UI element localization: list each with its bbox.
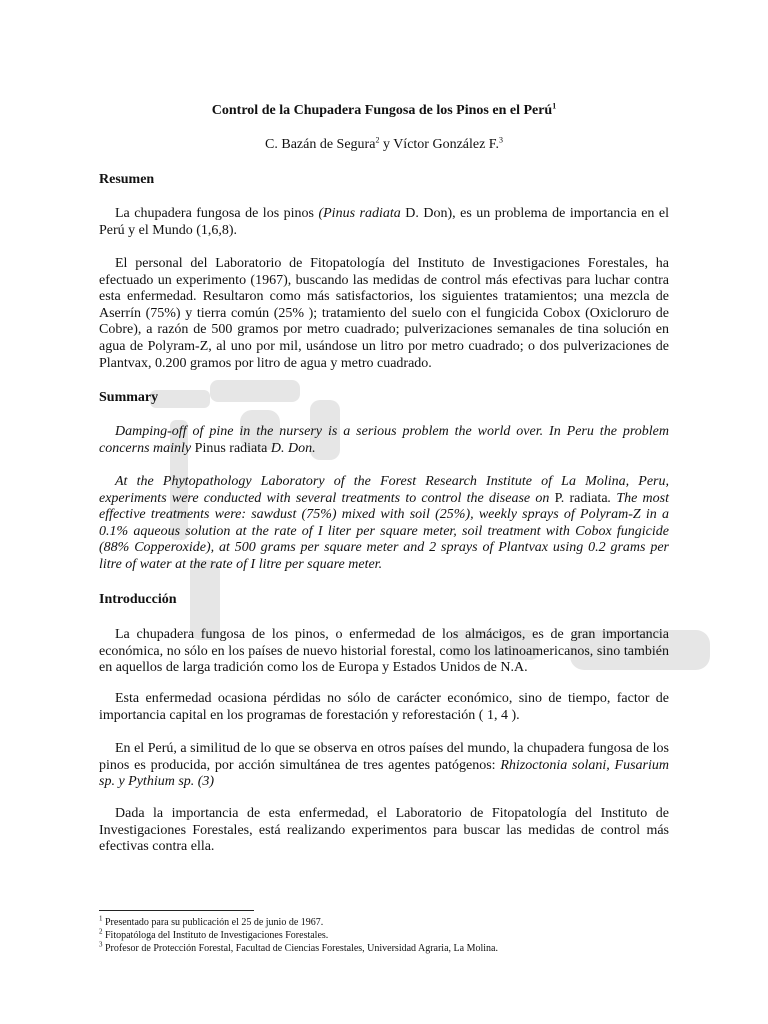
footnote-1-mark: 1 bbox=[99, 914, 103, 923]
intro-p3-species: Rhizoctonia solani, Fusarium sp. y Pythium sp. (3) bbox=[99, 757, 669, 790]
footnote-3 bbox=[99, 940, 498, 955]
author-1-note: 2 bbox=[375, 135, 380, 145]
summary-p2-text-b: . The most effective treatments were: sawdust (75%) mixed with soil (25%), weekly sprays of Polyram-Z in a 0.1% aqueous solution at the rate of I liter per square meter, soil treatment with Cobox fungicide (88% Copperoxide), at 500 grams per square meter and 2 sprays of Plantvax using 0.2 grams per litre of water at the rate of I litre per square meter. bbox=[99, 490, 669, 572]
resumen-paragraph-1 bbox=[99, 206, 669, 239]
summary-p1-text-b: D. Don. bbox=[267, 440, 316, 456]
footnote-2 bbox=[99, 927, 329, 942]
summary-p1-text-a: Damping-off of pine in the nursery is a serious problem the world over. In Peru the problem concerns mainly bbox=[99, 424, 669, 456]
footnote-1-text: Presentado para su publicación el 25 de junio de 1967. bbox=[105, 917, 324, 928]
introduccion-heading: Introducción bbox=[99, 592, 177, 607]
summary-p2-text-a: At the Phytopathology Laboratory of the Forest Research Institute of La Molina, Peru, experiments were conducted with several treatments to control the disease on bbox=[99, 474, 669, 506]
summary-paragraph-2 bbox=[99, 474, 669, 574]
footnote-2-mark: 2 bbox=[99, 927, 103, 936]
resumen-p1-text-b: D. Don), es un problema de importancia en el Perú y el Mundo (1,6,8). bbox=[99, 206, 670, 238]
resumen-p1-text-a: La chupadera fungosa de los pinos bbox=[115, 206, 319, 221]
author-separator: y bbox=[379, 137, 394, 152]
summary-p2-species: P. radiata bbox=[554, 490, 608, 506]
intro-paragraph-1: La chupadera fungosa de los pinos, o enfermedad de los almácigos, es de gran importancia económica, no sólo en los países de nuevo historial forestal, como los latinoamericanos, sino también en aquellos de larga tradición como los de Europa y Estados Unidos de N.A. bbox=[99, 627, 669, 676]
title-text: Control de la Chupadera Fungosa de los Pinos en el Perú bbox=[211, 103, 553, 118]
resumen-p1-species: (Pinus radiata bbox=[318, 206, 401, 221]
intro-paragraph-3 bbox=[99, 741, 669, 791]
footnote-divider bbox=[99, 910, 254, 911]
summary-p1-species: Pinus radiata bbox=[194, 440, 268, 456]
paper-title bbox=[0, 103, 768, 120]
author-2-note: 3 bbox=[498, 135, 503, 145]
summary-paragraph-1 bbox=[99, 424, 669, 457]
author-1: C. Bazán de Segura bbox=[265, 137, 376, 152]
footnote-3-mark: 3 bbox=[99, 940, 103, 949]
resumen-heading: Resumen bbox=[99, 172, 155, 187]
author-line bbox=[0, 137, 768, 154]
intro-paragraph-4: Dada la importancia de esta enfermedad, el Laboratorio de Fitopatología del Instituto de Investigaciones Forestales, está realizando experimentos para buscar las medidas de control más efectivas contra ella. bbox=[99, 806, 669, 855]
footnote-3-text: Profesor de Protección Forestal, Facultad de Ciencias Forestales, Universidad Agraria, La Molina. bbox=[105, 943, 498, 954]
title-footnote-mark: 1 bbox=[552, 101, 557, 111]
intro-p3-text: En el Perú, a similitud de lo que se observa en otros países del mundo, la chupadera fungosa de los pinos es producida, por acción simultánea de tres agentes patógenos: bbox=[99, 741, 669, 773]
author-2: Víctor González F. bbox=[393, 137, 499, 152]
resumen-paragraph-2: El personal del Laboratorio de Fitopatología del Instituto de Investigaciones Forestales, ha efectuado un experimento (1967), buscando las medidas de control más efectivas para luchar contra esta enfermedad. Resultaron como más satisfactorios, los siguientes tratamientos; una mezcla de Aserrín (75%) y tierra común (25% ); tratamiento del suelo con el fungicida Cobox (Oxicloruro de Cobre), a razón de 500 gramos por metro cuadrado; pulverizaciones semanales de tina solución en agua de Polyram-Z, al uno por mil, usándose un litro por metro cuadrado; o dos pulverizaciones de Plantvax, 0.200 gramos por litro de agua y metro cuadrado. bbox=[99, 256, 669, 371]
summary-heading: Summary bbox=[99, 390, 159, 405]
footnote-2-text: Fitopatóloga del Instituto de Investigaciones Forestales. bbox=[105, 930, 329, 941]
intro-paragraph-2: Esta enfermedad ocasiona pérdidas no sólo de carácter económico, sino de tiempo, factor de importancia capital en los programas de forestación y reforestación ( 1, 4 ). bbox=[99, 691, 669, 723]
footnote-1 bbox=[99, 914, 324, 929]
